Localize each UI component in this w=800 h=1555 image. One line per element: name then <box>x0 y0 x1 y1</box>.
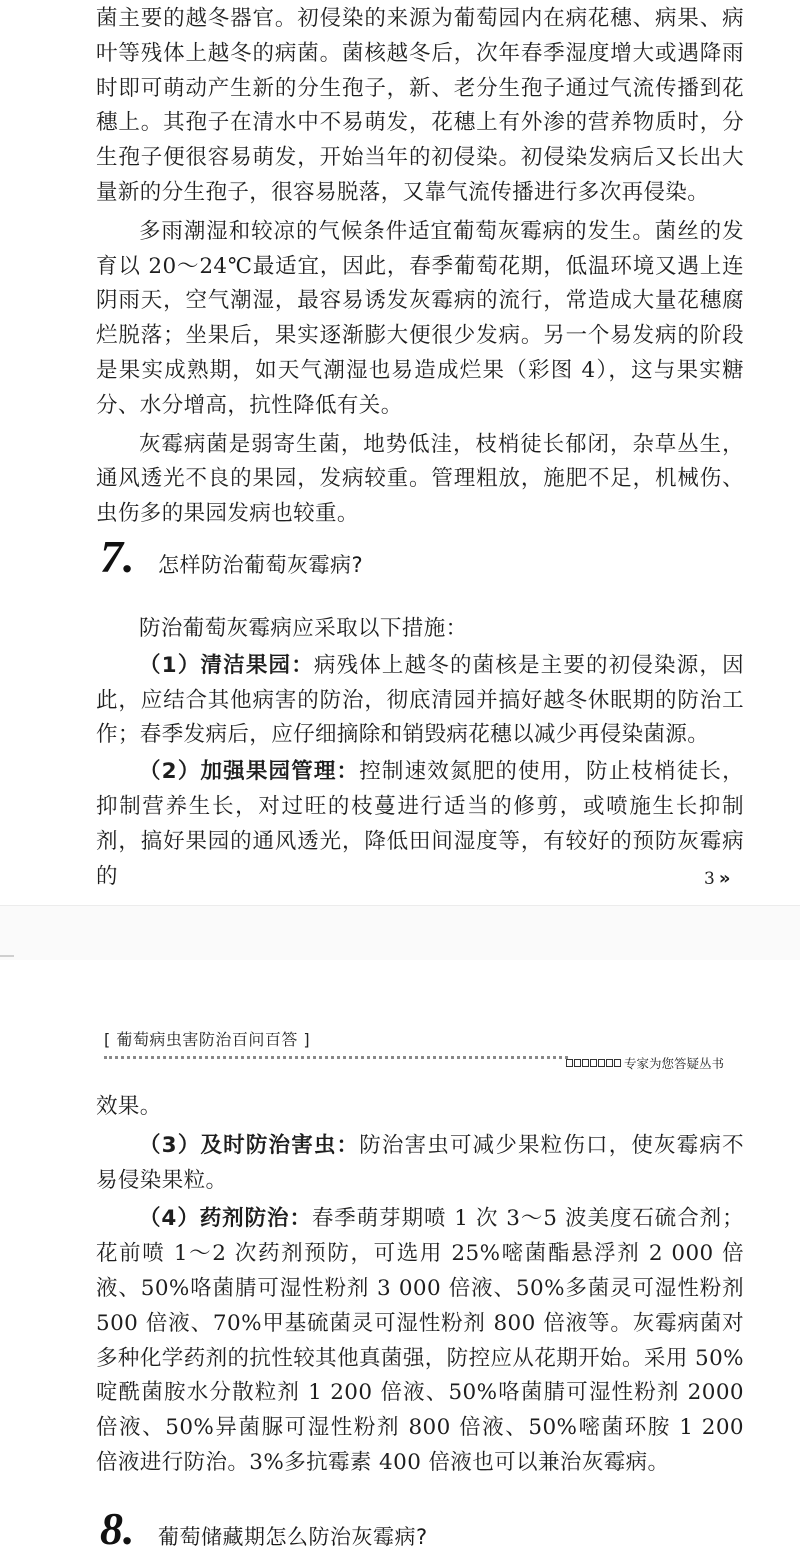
double-chevron-right-icon: » <box>718 868 728 889</box>
item-4-term: （4）药剂防治： <box>139 1206 312 1232</box>
running-head: [ 葡萄病虫害防治百问百答 ] <box>104 1030 311 1049</box>
paragraph-3: 灰霉病菌是弱寄生菌，地势低洼，枝梢徒长郁闭，杂草丛生，通风透光不良的果园，发病较重。管理粗放，施肥不足，机械伤、虫伤多的果园发病也较重。 <box>96 431 744 527</box>
page-number-value: 3 <box>704 868 715 889</box>
body-text-page1 <box>96 2 744 532</box>
item-1-text: 病残体上越冬的菌核是主要的初侵染源，因此，应结合其他病害的防治，彻底清园并搞好越冬休眠期的防治工作；春季发病后，应仔细摘除和销毁病花穗以减少再侵染菌源。 <box>96 652 744 748</box>
paragraph-2: 多雨潮湿和较凉的气候条件适宜葡萄灰霉病的发生。菌丝的发育以 20～24℃最适宜，因此，春季葡萄花期，低温环境又遇上连阴雨天，空气潮湿，最容易诱发灰霉病的流行，常造成大量花穗腐烂脱落；坐果后，果实逐渐膨大便很少发病。另一个易发病的阶段是果实成熟期，如天气潮湿也易造成烂果（彩图 4），这与果实糖分、水分增高，抗性降低有关。 <box>96 218 744 418</box>
answer-7-item-1 <box>96 649 744 753</box>
header-dotted-rule <box>104 1056 568 1059</box>
page-number <box>704 868 727 889</box>
item-2-term: （2）加强果园管理： <box>139 759 360 785</box>
item-2-text: 控制速效氮肥的使用，防止枝梢徒长，抑制营养生长，对过旺的枝蔓进行适当的修剪，或喷施生长抑制剂，搞好果园的通风透光，降低田间湿度等，有较好的预防灰霉病的 <box>96 759 744 889</box>
item-3-text: 防治害虫可减少果粒伤口，使灰霉病不易侵染果粒。 <box>96 1132 744 1193</box>
decorative-squares-icon <box>566 1059 621 1067</box>
page-edge-mark <box>0 955 14 957</box>
answer-7-text <box>96 612 744 894</box>
question-7-number: 7. <box>100 531 135 582</box>
series-label: 专家为您答疑丛书 <box>624 1056 725 1071</box>
item-3-term: （3）及时防治害虫： <box>139 1132 360 1158</box>
body-text-page2 <box>96 1090 744 1481</box>
item-1-term: （1）清洁果园： <box>139 652 314 678</box>
question-7-heading <box>100 530 363 583</box>
item-4-text: 春季萌芽期喷 1 次 3～5 波美度石硫合剂；花前喷 1～2 次药剂预防，可选用 25%嘧菌酯悬浮剂 2 000 倍液、50%咯菌腈可湿性粉剂 3 000 倍液、50%多菌灵可湿性粉剂 500 倍液、70%甲基硫菌灵可湿性粉剂 800 倍液等。灰霉病菌对多种化学药剂的抗性较其他真菌强，防控应从花期开始。采用 50%啶酰菌胺水分散粒剂 1 200 倍液、50%咯菌腈可湿性粉剂 2000 倍液、50%异菌脲可湿性粉剂 800 倍液、50%嘧菌环胺 1 200 倍液进行防治。3%多抗霉素 400 倍液也可以兼治灰霉病。 <box>96 1206 744 1475</box>
answer-7-item-4 <box>96 1202 744 1480</box>
question-8-heading <box>100 1502 428 1555</box>
answer-7-intro: 防治葡萄灰霉病应采取以下措施： <box>139 616 468 641</box>
continuation-text: 效果。 <box>96 1094 162 1119</box>
question-8-title: 葡萄储藏期怎么防治灰霉病? <box>158 1525 428 1549</box>
question-7-title: 怎样防治葡萄灰霉病? <box>158 553 364 577</box>
answer-7-item-3 <box>96 1129 744 1199</box>
series-tag <box>566 1054 724 1072</box>
page-gap <box>0 905 800 962</box>
question-8-number: 8. <box>100 1503 135 1554</box>
paragraph-1: 菌主要的越冬器官。初侵染的来源为葡萄园内在病花穗、病果、病叶等残体上越冬的病菌。菌核越冬后，次年春季湿度增大或遇降雨时即可萌动产生新的分生孢子，新、老分生孢子通过气流传播到花穗上。其孢子在清水中不易萌发，花穗上有外渗的营养物质时，分生孢子便很容易萌发，开始当年的初侵染。初侵染发病后又长出大量新的分生孢子，很容易脱落，又靠气流传播进行多次再侵染。 <box>96 6 744 205</box>
answer-7-item-2 <box>96 755 744 894</box>
